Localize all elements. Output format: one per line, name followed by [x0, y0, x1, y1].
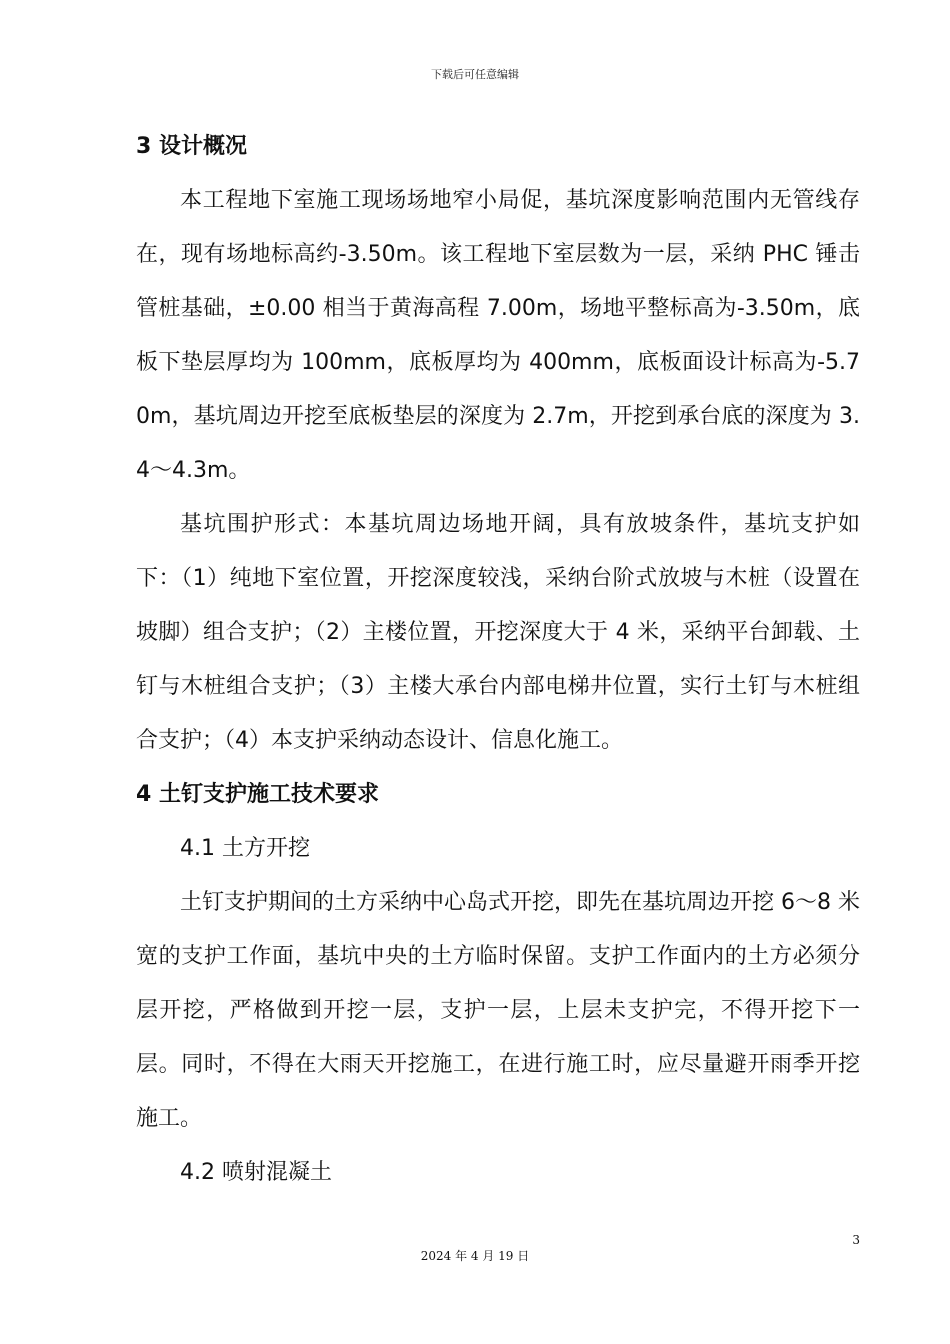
section-3-heading: 3 设计概况: [136, 134, 247, 159]
section-3-paragraph-1: 本工程地下室施工现场场地窄小局促，基坑深度影响范围内无管线存在，现有场地标高约-3.50m。该工程地下室层数为一层，采纳 PHC 锤击管桩基础，±0.00 相当于黄海高程 7.00m，场地平整标高为-3.50m，底板下垫层厚均为 100mm，底板厚均为 400mm，底板面设计标高为-5.70m，基坑周边开挖至底板垫层的深度为 2.7m，开挖到承台底的深度为 3.4～4.3m。: [136, 188, 860, 483]
header-note: 下载后可任意编辑: [431, 68, 519, 81]
section-3-paragraph-2: 基坑围护形式：本基坑周边场地开阔，具有放坡条件，基坑支护如下：（1）纯地下室位置，开挖深度较浅，采纳台阶式放坡与木桩（设置在坡脚）组合支护；（2）主楼位置，开挖深度大于 4 米，采纳平台卸载、土钉与木桩组合支护；（3）主楼大承台内部电梯井位置，实行土钉与木桩组合支护；（4）本支护采纳动态设计、信息化施工。: [136, 512, 860, 753]
section-4-2-heading: 4.2 喷射混凝土: [180, 1160, 332, 1185]
footer-date: 2024 年 4 月 19 日: [420, 1249, 530, 1263]
section-4-1-paragraph: 土钉支护期间的土方采纳中心岛式开挖，即先在基坑周边开挖 6～8 米宽的支护工作面，基坑中央的土方临时保留。支护工作面内的土方必须分层开挖，严格做到开挖一层，支护一层，上层未支护完，不得开挖下一层。同时，不得在大雨天开挖施工，在进行施工时，应尽量避开雨季开挖施工。: [136, 890, 860, 1131]
document-body: [136, 120, 860, 1200]
section-4-1-heading: 4.1 土方开挖: [180, 836, 310, 861]
page-number: 3: [852, 1233, 860, 1247]
section-4-heading: 4 土钉支护施工技术要求: [136, 782, 379, 807]
